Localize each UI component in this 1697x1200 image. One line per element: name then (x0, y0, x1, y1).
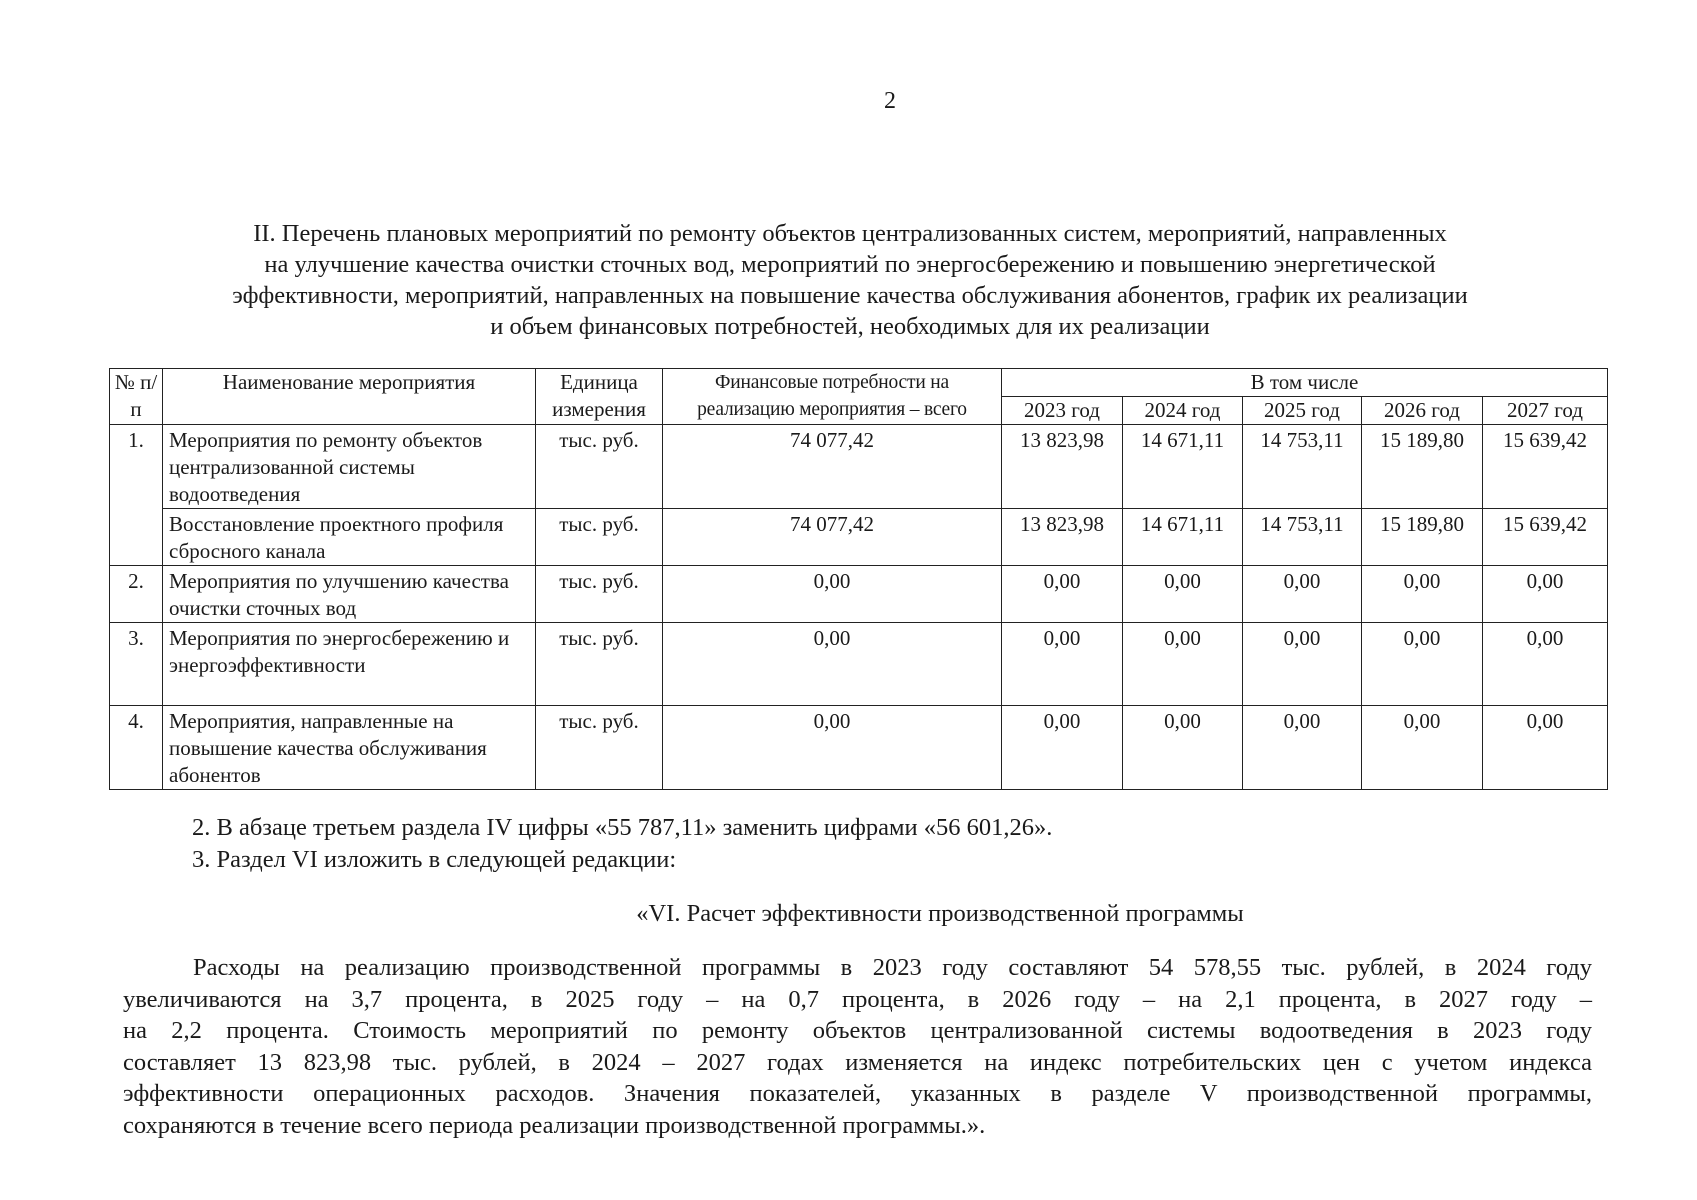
row-year-value: 14 671,11 (1123, 425, 1243, 509)
header-year: 2023 год (1002, 397, 1123, 425)
row-year-value: 15 639,42 (1483, 425, 1608, 509)
row-unit: тыс. руб. (536, 566, 663, 623)
row-year-value: 0,00 (1123, 566, 1243, 623)
row-year-value: 0,00 (1243, 566, 1362, 623)
heading-line: эффективности, мероприятий, направленных на повышение качества обслуживания абонентов, график их реализации (232, 282, 1468, 309)
header-unit: Единица измерения (536, 369, 663, 425)
heading-line: и объем финансовых потребностей, необходимых для их реализации (490, 313, 1210, 340)
header-including: В том числе (1002, 369, 1608, 397)
row-total: 0,00 (663, 706, 1002, 790)
header-name: Наименование мероприятия (163, 369, 536, 425)
body-line: увеличиваются на 3,7 процента, в 2025 году – на 0,7 процента, в 2026 году – на 2,1 процента, в 2027 году – (123, 985, 1592, 1013)
body-line: сохраняются в течение всего периода реализации производственной программы.». (123, 1111, 986, 1139)
row-year-value: 0,00 (1483, 706, 1608, 790)
header-year: 2026 год (1362, 397, 1483, 425)
row-name: Мероприятия по энергосбережению и энергоэффективности (163, 623, 536, 706)
row-year-value: 0,00 (1483, 566, 1608, 623)
activities-table (109, 368, 1608, 790)
row-year-value: 15 189,80 (1362, 509, 1483, 566)
page-number: 2 (884, 88, 896, 114)
row-total: 0,00 (663, 566, 1002, 623)
row-year-value: 15 189,80 (1362, 425, 1483, 509)
row-num: 3. (110, 623, 163, 706)
row-num: 2. (110, 566, 163, 623)
row-total: 74 077,42 (663, 425, 1002, 509)
table-row (110, 509, 1608, 566)
body-line: на 2,2 процента. Стоимость мероприятий по ремонту объектов централизованной системы водоотведения в 2023 году (123, 1017, 1592, 1044)
heading-line: на улучшение качества очистки сточных вод, мероприятий по энергосбережению и повышению энергетической (264, 251, 1436, 278)
row-year-value: 0,00 (1362, 566, 1483, 623)
row-year-value: 0,00 (1362, 706, 1483, 790)
section-heading (120, 218, 1580, 342)
row-total: 0,00 (663, 623, 1002, 706)
paragraph-item-3: 3. Раздел VI изложить в следующей редакции: (192, 846, 677, 873)
table-row (110, 706, 1608, 790)
heading-line: II. Перечень плановых мероприятий по ремонту объектов централизованных систем, мероприятий, направленных (253, 220, 1447, 247)
row-unit: тыс. руб. (536, 425, 663, 509)
row-year-value: 13 823,98 (1002, 425, 1123, 509)
row-name: Восстановление проектного профиля сбросного канала (163, 509, 536, 566)
row-year-value: 0,00 (1123, 623, 1243, 706)
body-line: эффективности операционных расходов. Значения показателей, указанных в разделе V производственной программы, (123, 1080, 1592, 1107)
row-unit: тыс. руб. (536, 509, 663, 566)
row-total: 74 077,42 (663, 509, 1002, 566)
header-num: № п/п (110, 369, 163, 425)
row-year-value: 13 823,98 (1002, 509, 1123, 566)
row-unit: тыс. руб. (536, 623, 663, 706)
row-year-value: 0,00 (1243, 706, 1362, 790)
body-line: составляет 13 823,98 тыс. рублей, в 2024 – 2027 годах изменяется на индекс потребительских цен с учетом индекса (123, 1048, 1592, 1076)
row-name: Мероприятия по улучшению качества очистки сточных вод (163, 566, 536, 623)
table-row (110, 425, 1608, 509)
body-paragraph (123, 952, 1592, 1141)
row-year-value: 15 639,42 (1483, 509, 1608, 566)
row-name: Мероприятия по ремонту объектов централизованной системы водоотведения (163, 425, 536, 509)
row-year-value: 0,00 (1002, 623, 1123, 706)
row-num: 1. (110, 425, 163, 566)
header-year: 2025 год (1243, 397, 1362, 425)
subsection-title: «VI. Расчет эффективности производственной программы (636, 900, 1244, 927)
row-year-value: 14 753,11 (1243, 425, 1362, 509)
row-year-value: 0,00 (1243, 623, 1362, 706)
row-name: Мероприятия, направленные на повышение качества обслуживания абонентов (163, 706, 536, 790)
row-year-value: 0,00 (1362, 623, 1483, 706)
row-year-value: 0,00 (1002, 566, 1123, 623)
body-line: Расходы на реализацию производственной программы в 2023 году составляют 54 578,55 тыс. рублей, в 2024 году (193, 954, 1592, 981)
row-num: 4. (110, 706, 163, 790)
row-year-value: 0,00 (1002, 706, 1123, 790)
row-year-value: 0,00 (1483, 623, 1608, 706)
row-year-value: 14 671,11 (1123, 509, 1243, 566)
row-year-value: 0,00 (1123, 706, 1243, 790)
row-year-value: 14 753,11 (1243, 509, 1362, 566)
header-year: 2024 год (1123, 397, 1243, 425)
row-unit: тыс. руб. (536, 706, 663, 790)
table-row (110, 623, 1608, 706)
table-row (110, 566, 1608, 623)
paragraph-item-2: 2. В абзаце третьем раздела IV цифры «55 787,11» заменить цифрами «56 601,26». (192, 814, 1053, 841)
header-total: Финансовые потребности на реализацию мероприятия – всего (663, 369, 1002, 425)
header-year: 2027 год (1483, 397, 1608, 425)
